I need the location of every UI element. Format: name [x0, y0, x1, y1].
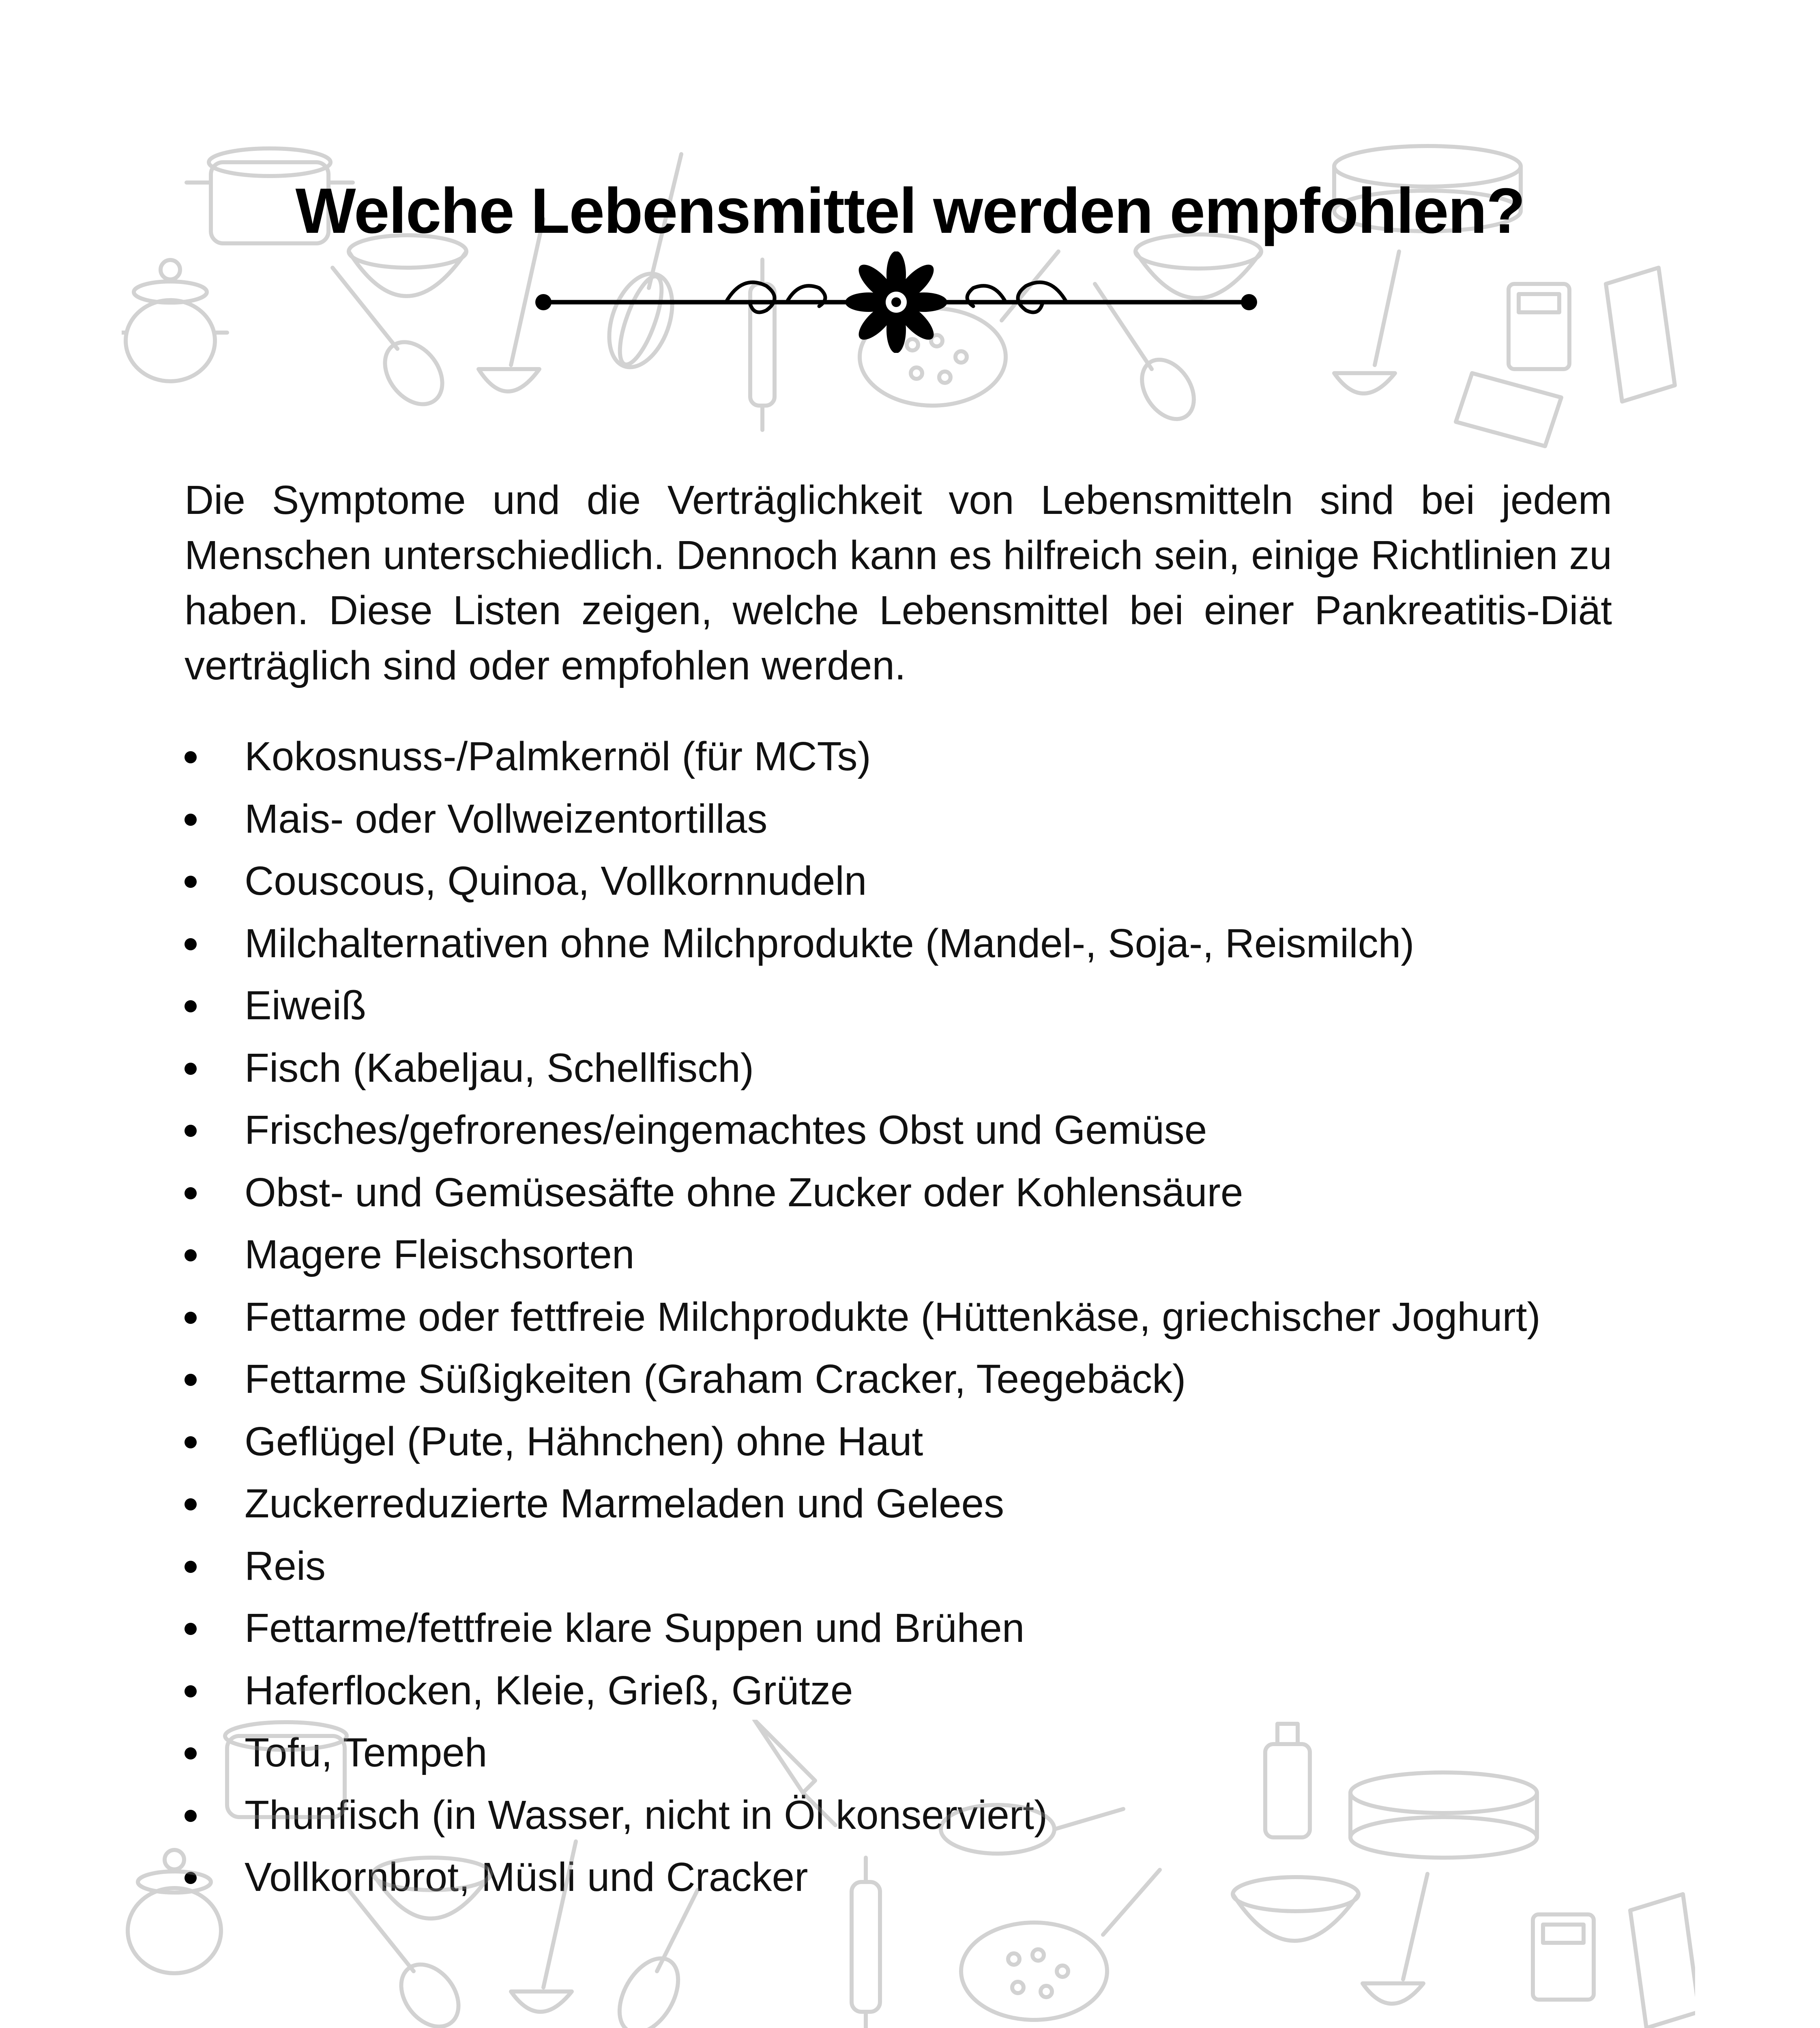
- bullet-icon: [185, 1125, 197, 1137]
- list-item-text: Fisch (Kabeljau, Schellfisch): [245, 1045, 754, 1091]
- lidded-pot-icon: [122, 260, 227, 381]
- list-item: [185, 1106, 1644, 1168]
- list-item-text: Geflügel (Pute, Hähnchen) ohne Haut: [245, 1418, 923, 1464]
- list-item: [185, 1604, 1644, 1666]
- list-item: [185, 981, 1644, 1044]
- list-item-text: Fettarme oder fettfreie Milchprodukte (Hüttenkäse, griechischer Joghurt): [245, 1294, 1541, 1340]
- calculator-icon: [1533, 1914, 1594, 2000]
- bullet-icon: [185, 1000, 197, 1012]
- paper-roll-icon: [1456, 373, 1561, 446]
- list-item-text: Vollkornbrot, Müsli und Cracker: [245, 1854, 808, 1900]
- bullet-icon: [185, 876, 197, 888]
- bullet-icon: [185, 1561, 197, 1573]
- list-item: [185, 1666, 1644, 1729]
- bullet-icon: [185, 751, 197, 763]
- ladle-icon: [1334, 251, 1399, 393]
- list-item: [185, 1230, 1644, 1293]
- bullet-icon: [185, 1374, 197, 1386]
- list-item: [185, 1542, 1644, 1604]
- list-item: [185, 1479, 1644, 1542]
- calculator-icon: [1509, 284, 1569, 369]
- list-item-text: Magere Fleischsorten: [245, 1232, 635, 1277]
- kitchen-utensils-decoration-bottom: [122, 1720, 1695, 2028]
- page-title: Welche Lebensmittel werden empfohlen?: [295, 175, 1525, 247]
- cooking-pot-icon: [225, 1722, 347, 1817]
- ladle-icon: [1363, 1874, 1427, 2004]
- list-item-text: Couscous, Quinoa, Vollkornnudeln: [245, 858, 867, 904]
- list-item-text: Frisches/gefrorenes/eingemachtes Obst und Gemüse: [245, 1107, 1207, 1153]
- list-item-text: Kokosnuss-/Palmkernöl (für MCTs): [245, 734, 871, 779]
- kitchen-utensils-sketch: [122, 1720, 1695, 2028]
- list-item-text: Tofu, Tempeh: [245, 1730, 487, 1775]
- cake-tin-icon: [1350, 1772, 1537, 1858]
- list-item-text: Eiweiß: [245, 983, 367, 1028]
- intro-paragraph: Die Symptome und die Verträglichkeit von Lebensmitteln sind bei jedem Menschen unterschiedlich. Dennoch kann es hilfreich sein, einige Richtlinien zu haben. Diese Listen zeigen, welche Lebensmittel bei einer Pankreatitis-Diät verträglich sind oder empfohlen werden.: [185, 477, 1612, 688]
- list-item: [185, 1355, 1644, 1417]
- bowl-icon: [373, 1858, 491, 1918]
- bullet-icon: [185, 1436, 197, 1448]
- list-item-text: Fettarme/fettfreie klare Suppen und Brühen: [245, 1605, 1025, 1651]
- list-item-text: Zuckerreduzierte Marmeladen und Gelees: [245, 1481, 1004, 1526]
- frying-pan-icon: [941, 1805, 1123, 1854]
- bullet-icon: [185, 1312, 197, 1324]
- bullet-icon: [185, 938, 197, 950]
- knife-icon: [754, 1720, 835, 1825]
- bullet-icon: [185, 1063, 197, 1075]
- bullet-icon: [185, 814, 197, 826]
- rolling-pin-icon: [852, 1858, 880, 2028]
- list-item-text: Haferflocken, Kleie, Grieß, Grütze: [245, 1667, 853, 1713]
- bottle-icon: [1265, 1724, 1310, 1837]
- colander-icon: [961, 1870, 1160, 2020]
- list-item: [185, 919, 1644, 982]
- bullet-icon: [185, 1623, 197, 1635]
- whisk-icon: [607, 1890, 698, 2028]
- list-item: [185, 1417, 1644, 1480]
- list-item: [185, 1293, 1644, 1355]
- slotted-spoon-icon: [333, 268, 454, 415]
- list-item-text: Reis: [245, 1543, 326, 1589]
- grater-icon: [1606, 268, 1675, 402]
- lidded-pot-icon: [128, 1850, 221, 1973]
- bullet-icon: [185, 1249, 197, 1261]
- bowl-icon: [1233, 1877, 1359, 1941]
- list-item-text: Mais- oder Vollweizentortillas: [245, 796, 768, 842]
- list-item: [185, 732, 1644, 795]
- flower-ornament-icon: [531, 251, 1261, 353]
- list-item-text: Milchalternativen ohne Milchprodukte (Mandel-, Soja-, Reismilch): [245, 920, 1414, 966]
- list-item: [185, 857, 1644, 919]
- bullet-icon: [185, 1498, 197, 1510]
- grater-icon: [1630, 1894, 1695, 2028]
- list-item: [185, 795, 1644, 857]
- list-item-text: Fettarme Süßigkeiten (Graham Cracker, Teegebäck): [245, 1356, 1186, 1402]
- list-item-text: Obst- und Gemüsesäfte ohne Zucker oder Kohlensäure: [245, 1169, 1243, 1215]
- list-item-text: Thunfisch (in Wasser, nicht in Öl konserviert): [245, 1792, 1048, 1838]
- list-item: [185, 1044, 1644, 1106]
- divider-ornament: [531, 251, 1261, 353]
- bullet-icon: [185, 1187, 197, 1199]
- bullet-icon: [185, 1685, 197, 1697]
- ladle-icon: [511, 1841, 576, 2012]
- list-item: [185, 1168, 1644, 1231]
